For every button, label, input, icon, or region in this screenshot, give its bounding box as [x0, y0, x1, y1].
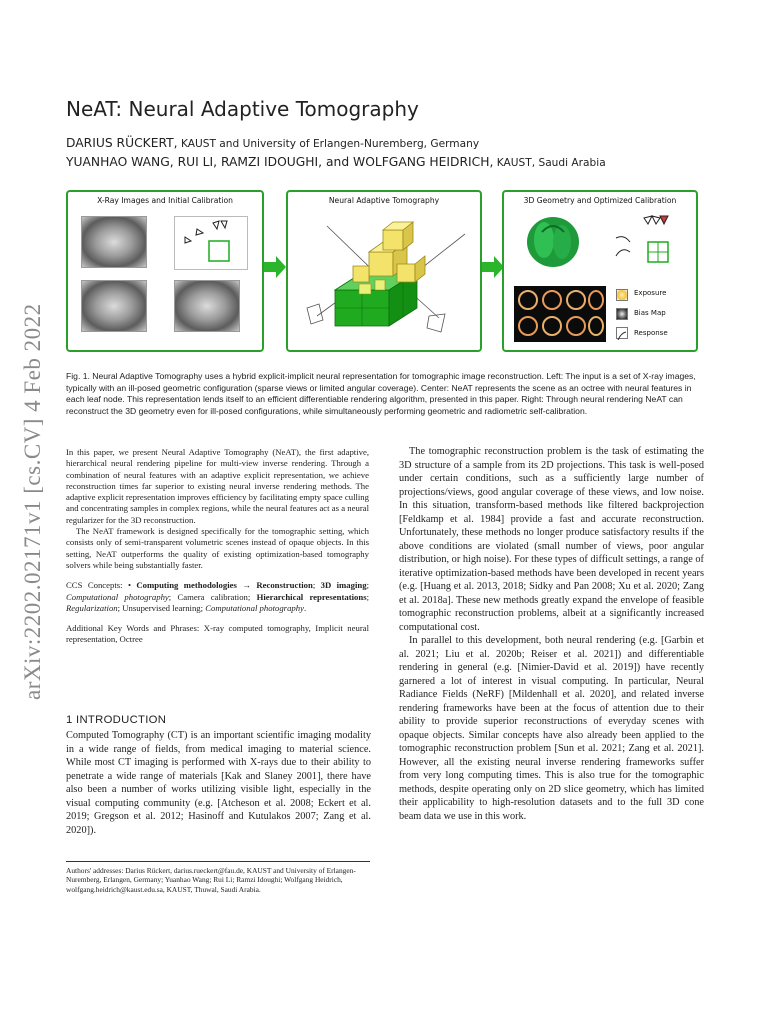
paper-title: NeAT: Neural Adaptive Tomography [66, 97, 419, 121]
right-column [399, 445, 704, 823]
exposure-swatch-icon [616, 289, 628, 301]
additional-keywords: Additional Key Words and Phrases: X-ray computed tomography, Implicit neural representation, Octree [66, 623, 369, 645]
panel-xray-input [66, 190, 264, 352]
panel-3d-geometry-calibration [502, 190, 698, 352]
author-names-2: YUANHAO WANG, RUI LI, RAMZI IDOUGHI, and WOLFGANG HEIDRICH, [66, 155, 494, 169]
panel-left-title: X-Ray Images and Initial Calibration [97, 196, 233, 205]
octree-illustration [289, 208, 479, 348]
camera-frustum-icon [175, 217, 247, 269]
initial-calibration-diagram [174, 216, 248, 270]
flow-arrow-icon [482, 254, 504, 280]
xray-image-thumbnail [81, 216, 147, 268]
body-paragraph-2: In parallel to this development, both neural rendering (e.g. [Garbin et al. 2021; Liu et al. 2020b; Reiser et al. 2021]) and differentiable rendering in general (e.g. [Nimier-David et al. 2019]) have recently garnered a lot of interest in visual computing. In particular, Neural Radiance Fields (NeRF) [Mildenhall et al. 2020], and related inverse rendering frameworks have been at the focus of attention due to their ability to provide superior reconstructions of everyday scenes with opaque objects. Similar concepts have also already been applied to the tomographic reconstruction problem [Sun et al. 2021; Zang et al. 2021]. However, all the existing neural inverse rendering frameworks suffer from very long computing times. This is also true for the tomographic methods, despite operating only on 2D slice geometry, which has limited their applicability to high-resolution datasets and to the full 3D cone beam data we use in this work. [399, 635, 704, 822]
flow-arrow-icon [264, 254, 286, 280]
author-line-1 [66, 134, 706, 153]
legend-exposure: Exposure [634, 289, 667, 297]
body-paragraph-1: The tomographic reconstruction problem is the task of estimating the 3D structure of a sample from its 2D projections. This task is well-posed under certain conditions, such as a sufficiently large number of projections/views, good angular coverage of these views, and low noise. In this situation, transform-based methods like filtered backprojection [Feldkamp et al. 1984] provide a fast and accurate reconstruction. Unfortunately, these methods no longer produce satisfactory results if the above conditions are violated (small number of views, poor angular distribution, or high noise). For these types of difficult settings, a range of iterative optimization-based methods have been developed in recent years (e.g. [Huang et al. 2013, 2018; Sidky and Pan 2008; Xu et al. 2020; Zang et al. 2018a]. These new methods greatly expand the envelope of feasible tomographic reconstruction problems, albeit at a significantly increased computational cost. [399, 446, 704, 633]
reconstructed-pepper-3d [522, 212, 584, 270]
figure-1 [66, 190, 708, 358]
panel-right-title: 3D Geometry and Optimized Calibration [523, 196, 677, 205]
ccs-concepts: CCS Concepts: • Computing methodologies → Reconstruction; 3D imaging; Computational photography; Camera calibration; Hierarchical representations; Regularization; Unsupervised learning; Computational photography. [66, 580, 369, 613]
footnote-rule [66, 861, 370, 862]
reconstructed-slices [514, 286, 606, 342]
abstract-paragraph-1: In this paper, we present Neural Adaptive Tomography (NeAT), the first adaptive, hierarchical neural rendering pipeline for multi-view inverse rendering. Through a combination of neural features with an adaptive explicit representation, we achieve reconstruction times far superior to existing neural inverse rendering methods. The adaptive explicit representation improves efficiency by facilitating empty space culling and concentrating samples in complex regions, while the neural features act as a neural regularizer for the 3D reconstruction. [66, 447, 369, 525]
author-addresses-footnote: Authors' addresses: Darius Rückert, darius.rueckert@fau.de, KAUST and University of Erlangen-Nuremberg, Erlangen, Germany; Yuanhao Wang; Rui Li; Ramzi Idoughi; Wolfgang Heidrich, wolfgang.heidrich@kaust.edu.sa, KAUST, Thuwal, Saudi Arabia. [66, 866, 356, 894]
legend-bias-map: Bias Map [634, 309, 666, 317]
xray-image-thumbnail [81, 280, 147, 332]
optimized-calibration-diagram [608, 212, 686, 270]
figure-caption: Fig. 1. Neural Adaptive Tomography uses a hybrid explicit-implicit neural representation for tomographic image reconstruction. Left: The input is a set of X-ray images, typically with an ill-posed geometric configuration (sparse views or limited angular coverage). Center: NeAT represents the scene as an octree with neural features in each leaf node. This representation lends itself to an efficient differentiable rendering algorithm, presented in this paper. Right: Through neural rendering NeAT can reconstruct the 3D geometry even for ill-posed configurations, while simultaneously performing geometric and radiometric self-calibration. [66, 371, 696, 416]
introduction-paragraph: Computed Tomography (CT) is an important scientific imaging modality in a wide range of fields, from medical imaging to material science. While most CT imaging is performed with X-rays due to their ability to penetrate a wide range of materials [Kak and Slaney 2001], there have also been a number of works utilizing visible light, especially in the visual computing community (e.g. [Atcheson et al. 2008; Eckert et al. 2019; Gregson et al. 2012; Hasinoff and Kutulakos 2007; Zang et al. 2020]). [66, 730, 371, 836]
xray-image-thumbnail [174, 280, 240, 332]
panel-center-title: Neural Adaptive Tomography [328, 196, 440, 205]
abstract-column [66, 447, 369, 646]
author-line-2 [66, 153, 706, 172]
author-block [66, 134, 706, 172]
bias-map-swatch-icon [616, 308, 628, 320]
legend-response: Response [634, 329, 668, 337]
author-affiliation-2: KAUST, Saudi Arabia [493, 157, 606, 169]
author-names-1: DARIUS RÜCKERT, [66, 136, 178, 150]
arxiv-stamp: arXiv:2202.02171v1 [cs.CV] 4 Feb 2022 [20, 303, 45, 700]
panel-neural-adaptive-tomography [286, 190, 482, 352]
response-curve-icon [616, 327, 628, 339]
author-affiliation-1: KAUST and University of Erlangen-Nuremberg, Germany [177, 138, 480, 150]
abstract-paragraph-2: The NeAT framework is designed specifically for the tomographic setting, which consists only of semi-transparent volumetric scenes instead of opaque objects. In this setting, NeAT outperforms the quality of existing optimization-based tomography solvers while being substantially faster. [66, 526, 369, 570]
section-heading-introduction: 1 INTRODUCTION [66, 714, 167, 726]
